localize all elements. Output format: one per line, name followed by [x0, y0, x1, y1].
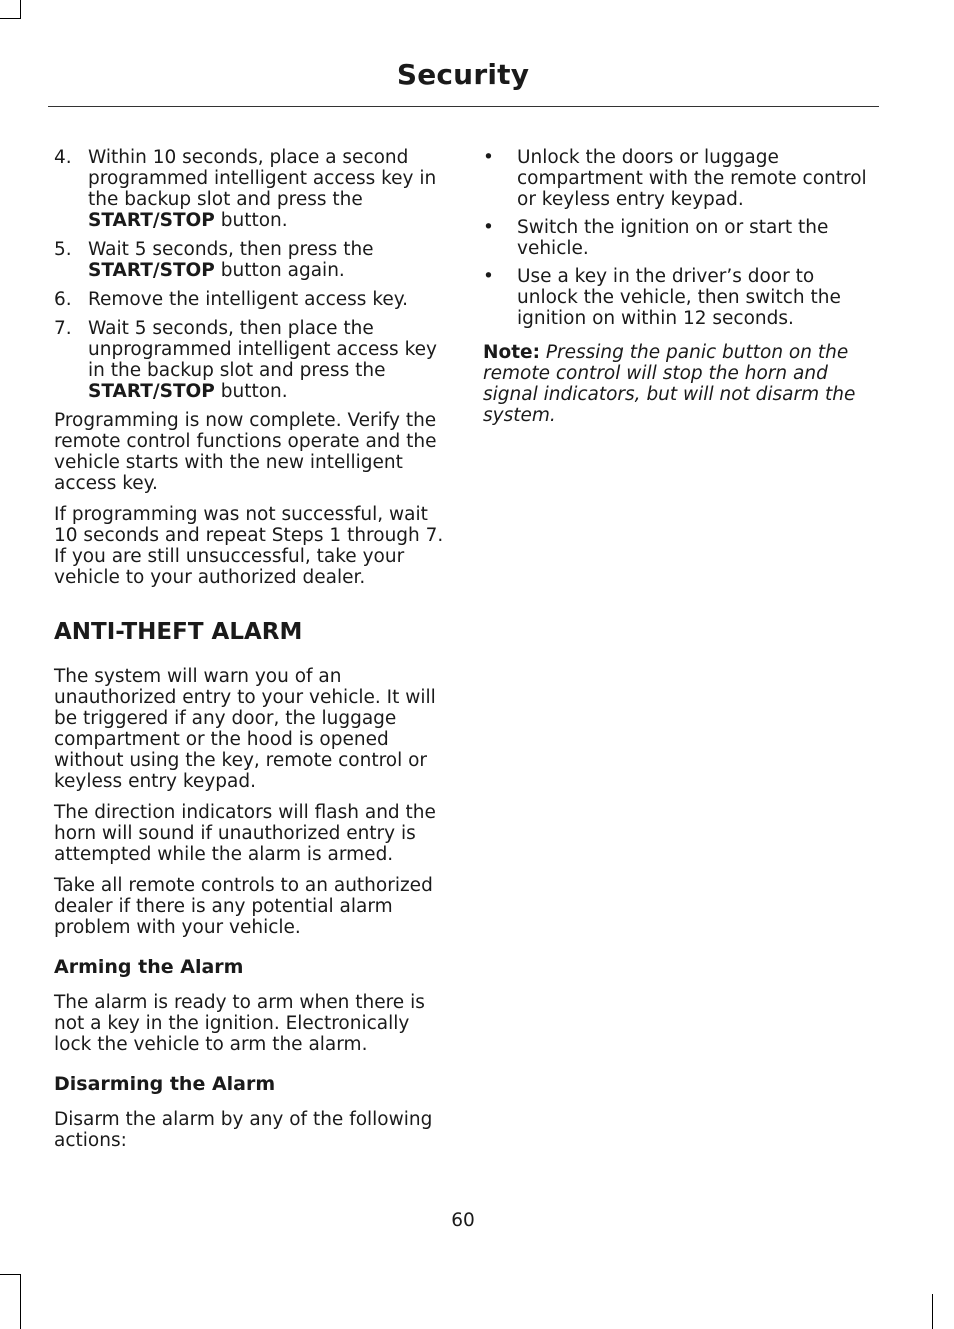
bullet-text: Use a key in the driver’s door to unlock the vehicle, then switch the ignition on within 12 seconds.	[517, 266, 841, 329]
crop-mark-top-left-v	[20, 0, 21, 18]
disarming-heading: Disarming the Alarm	[54, 1073, 276, 1095]
arming-heading: Arming the Alarm	[54, 956, 244, 978]
step-bold-text: START/STOP	[88, 260, 215, 281]
bullet-icon: •	[483, 217, 494, 238]
programming-complete-paragraph: Programming is now complete. Verify the remote control functions operate and the vehicle starts with the new intelligent access key.	[54, 410, 437, 494]
note-text: Pressing the panic button on the remote control will stop the horn and signal indicators, but will not disarm the system.	[483, 342, 856, 426]
alarm-description-paragraph: The system will warn you of an unauthorized entry to your vehicle. It will be triggered if any door, the luggage compartment or the hood is opened without using the key, remote control or keyless entry keypad.	[54, 666, 436, 792]
crop-mark-bottom-right-v	[932, 1294, 933, 1329]
crop-mark-bottom-left-h	[0, 1274, 21, 1275]
list-item	[483, 266, 878, 329]
page-number: 60	[451, 1210, 475, 1231]
alarm-indicators-paragraph: The direction indicators will flash and the horn will sound if unauthorized entry is attempted while the alarm is armed.	[54, 802, 436, 865]
step-text-end: button.	[214, 210, 288, 231]
note-label: Note:	[483, 342, 540, 363]
note-paragraph	[483, 342, 878, 426]
crop-mark-top-left-h	[0, 18, 21, 19]
bullet-text: Switch the ignition on or start the vehicle.	[517, 217, 829, 259]
disarm-actions-list	[483, 147, 878, 329]
list-item	[54, 147, 446, 231]
step-text-end: button.	[214, 381, 288, 402]
step-text-end: button again.	[214, 260, 345, 281]
step-bold-text: START/STOP	[88, 210, 215, 231]
step-number: 6.	[54, 289, 72, 310]
list-item	[54, 318, 446, 402]
step-text: Wait 5 seconds, then press the	[88, 239, 374, 260]
right-column	[483, 147, 878, 436]
step-number: 7.	[54, 318, 72, 339]
alarm-dealer-paragraph: Take all remote controls to an authorized dealer if there is any potential alarm problem with your vehicle.	[54, 875, 433, 938]
list-item	[483, 217, 878, 259]
arming-paragraph: The alarm is ready to arm when there is not a key in the ignition. Electronically lock the vehicle to arm the alarm.	[54, 992, 425, 1055]
list-item	[54, 239, 446, 281]
anti-theft-alarm-heading: ANTI-THEFT ALARM	[54, 619, 303, 645]
list-item	[54, 289, 446, 310]
programming-unsuccessful-paragraph: If programming was not successful, wait 10 seconds and repeat Steps 1 through 7. If you are still unsuccessful, take your vehicle to your authorized dealer.	[54, 504, 444, 588]
header-divider	[48, 106, 879, 107]
step-text: Remove the intelligent access key.	[88, 289, 408, 310]
step-number: 4.	[54, 147, 72, 168]
crop-mark-bottom-left-v	[20, 1274, 21, 1329]
step-text: Within 10 seconds, place a second programmed intelligent access key in the backup slot and press the	[88, 147, 437, 210]
programming-steps-list	[54, 147, 446, 402]
disarming-paragraph: Disarm the alarm by any of the following actions:	[54, 1109, 433, 1151]
list-item	[483, 147, 878, 210]
left-column	[54, 147, 446, 1161]
step-text: Wait 5 seconds, then place the unprogrammed intelligent access key in the backup slot and press the	[88, 318, 437, 381]
step-number: 5.	[54, 239, 72, 260]
page-title: Security	[396, 58, 530, 91]
bullet-icon: •	[483, 266, 494, 287]
step-bold-text: START/STOP	[88, 381, 215, 402]
bullet-icon: •	[483, 147, 494, 168]
bullet-text: Unlock the doors or luggage compartment with the remote control or keyless entry keypad.	[517, 147, 867, 210]
